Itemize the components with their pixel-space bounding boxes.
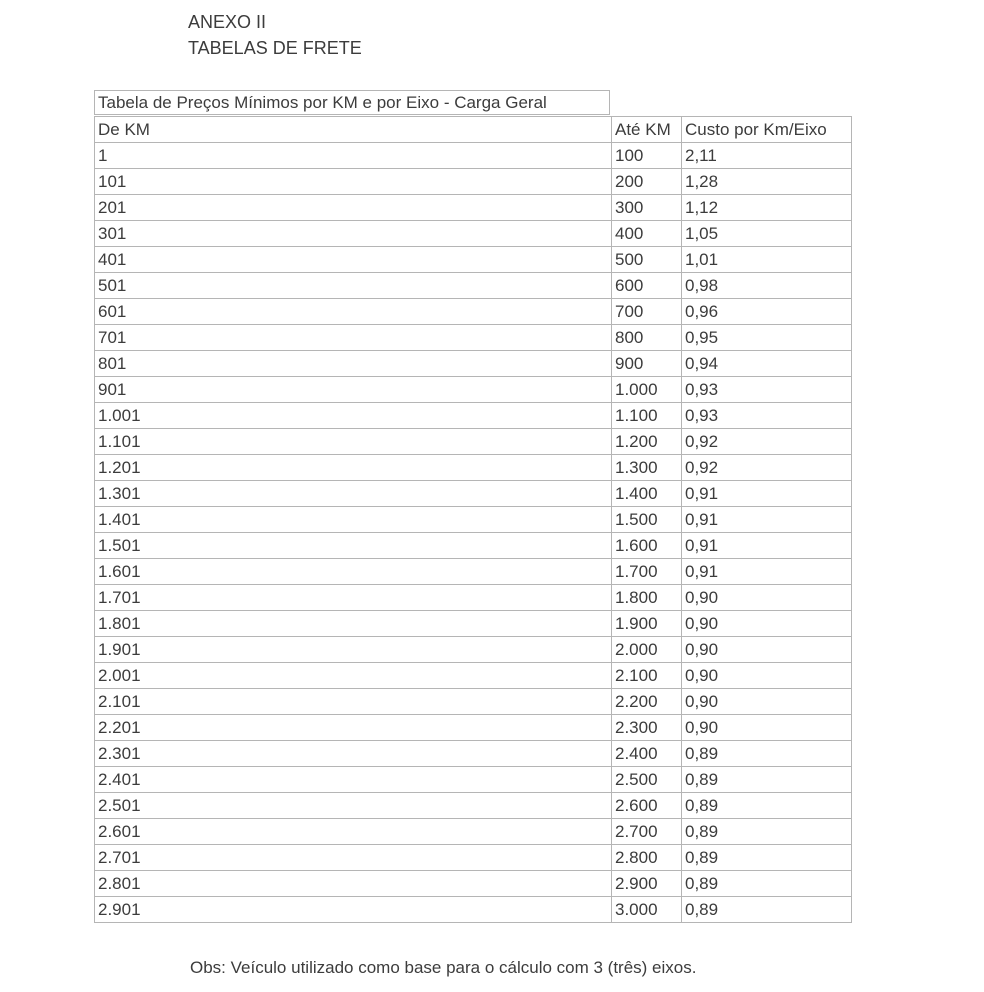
table-row xyxy=(95,819,852,845)
cell-from-km: 2.201 xyxy=(95,715,612,741)
cell-from-km: 501 xyxy=(95,273,612,299)
cell-to-km: 2.900 xyxy=(612,871,682,897)
table-row xyxy=(95,663,852,689)
table-row xyxy=(95,585,852,611)
cell-cost: 0,89 xyxy=(682,741,852,767)
cell-to-km: 1.200 xyxy=(612,429,682,455)
cell-to-km: 1.600 xyxy=(612,533,682,559)
cell-to-km: 1.400 xyxy=(612,481,682,507)
cell-from-km: 1.401 xyxy=(95,507,612,533)
cell-cost: 0,95 xyxy=(682,325,852,351)
table-row xyxy=(95,299,852,325)
cell-from-km: 401 xyxy=(95,247,612,273)
cell-cost: 0,90 xyxy=(682,689,852,715)
cell-cost: 0,93 xyxy=(682,403,852,429)
table-row xyxy=(95,429,852,455)
cell-cost: 0,89 xyxy=(682,871,852,897)
table-row xyxy=(95,793,852,819)
cell-cost: 0,89 xyxy=(682,793,852,819)
cell-from-km: 301 xyxy=(95,221,612,247)
cell-to-km: 2.100 xyxy=(612,663,682,689)
cell-cost: 0,90 xyxy=(682,611,852,637)
cell-cost: 2,11 xyxy=(682,143,852,169)
cell-cost: 0,93 xyxy=(682,377,852,403)
table-caption: Tabela de Preços Mínimos por KM e por Eixo - Carga Geral xyxy=(94,90,610,115)
cell-from-km: 2.301 xyxy=(95,741,612,767)
cell-to-km: 200 xyxy=(612,169,682,195)
header-to-km: Até KM xyxy=(612,117,682,143)
cell-to-km: 2.500 xyxy=(612,767,682,793)
cell-to-km: 2.200 xyxy=(612,689,682,715)
cell-cost: 1,05 xyxy=(682,221,852,247)
cell-cost: 0,90 xyxy=(682,663,852,689)
cell-to-km: 1.000 xyxy=(612,377,682,403)
table-row xyxy=(95,715,852,741)
cell-to-km: 700 xyxy=(612,299,682,325)
cell-from-km: 1.801 xyxy=(95,611,612,637)
cell-to-km: 800 xyxy=(612,325,682,351)
cell-cost: 1,28 xyxy=(682,169,852,195)
table-row xyxy=(95,247,852,273)
cell-from-km: 1.001 xyxy=(95,403,612,429)
table-row xyxy=(95,507,852,533)
table-row xyxy=(95,845,852,871)
table-row xyxy=(95,273,852,299)
table-row xyxy=(95,455,852,481)
table-body xyxy=(95,143,852,923)
cell-from-km: 1.201 xyxy=(95,455,612,481)
cell-cost: 0,98 xyxy=(682,273,852,299)
cell-from-km: 601 xyxy=(95,299,612,325)
cell-from-km: 101 xyxy=(95,169,612,195)
cell-cost: 0,89 xyxy=(682,767,852,793)
table-row xyxy=(95,689,852,715)
document-heading xyxy=(188,9,362,61)
cell-to-km: 3.000 xyxy=(612,897,682,923)
cell-to-km: 1.800 xyxy=(612,585,682,611)
cell-to-km: 400 xyxy=(612,221,682,247)
cell-cost: 0,96 xyxy=(682,299,852,325)
table-header-row xyxy=(95,117,852,143)
table-row xyxy=(95,897,852,923)
cell-to-km: 1.100 xyxy=(612,403,682,429)
table-row xyxy=(95,767,852,793)
cell-from-km: 1.601 xyxy=(95,559,612,585)
cell-cost: 0,90 xyxy=(682,585,852,611)
annex-title: ANEXO II xyxy=(188,12,267,32)
table-row xyxy=(95,325,852,351)
cell-from-km: 2.101 xyxy=(95,689,612,715)
cell-cost: 0,89 xyxy=(682,819,852,845)
cell-from-km: 801 xyxy=(95,351,612,377)
cell-to-km: 900 xyxy=(612,351,682,377)
cell-cost: 0,94 xyxy=(682,351,852,377)
cell-to-km: 2.000 xyxy=(612,637,682,663)
table-row xyxy=(95,481,852,507)
cell-from-km: 2.501 xyxy=(95,793,612,819)
header-from-km: De KM xyxy=(95,117,612,143)
table-row xyxy=(95,741,852,767)
cell-from-km: 1.101 xyxy=(95,429,612,455)
header-cost-per-km-axle: Custo por Km/Eixo xyxy=(682,117,852,143)
cell-to-km: 2.800 xyxy=(612,845,682,871)
cell-to-km: 1.700 xyxy=(612,559,682,585)
cell-cost: 1,12 xyxy=(682,195,852,221)
table-row xyxy=(95,377,852,403)
table-row xyxy=(95,169,852,195)
cell-from-km: 2.801 xyxy=(95,871,612,897)
table-row xyxy=(95,221,852,247)
table-row xyxy=(95,637,852,663)
freight-table xyxy=(94,116,852,923)
tables-title: TABELAS DE FRETE xyxy=(188,38,362,58)
cell-cost: 0,92 xyxy=(682,429,852,455)
cell-from-km: 201 xyxy=(95,195,612,221)
cell-to-km: 2.700 xyxy=(612,819,682,845)
cell-cost: 0,89 xyxy=(682,845,852,871)
table-row xyxy=(95,871,852,897)
cell-from-km: 2.701 xyxy=(95,845,612,871)
table-row xyxy=(95,403,852,429)
table-row xyxy=(95,351,852,377)
cell-cost: 0,89 xyxy=(682,897,852,923)
cell-to-km: 2.600 xyxy=(612,793,682,819)
cell-cost: 0,91 xyxy=(682,507,852,533)
table-row xyxy=(95,143,852,169)
cell-from-km: 1 xyxy=(95,143,612,169)
cell-to-km: 500 xyxy=(612,247,682,273)
table-row xyxy=(95,559,852,585)
cell-from-km: 701 xyxy=(95,325,612,351)
cell-from-km: 901 xyxy=(95,377,612,403)
cell-from-km: 2.401 xyxy=(95,767,612,793)
cell-to-km: 1.500 xyxy=(612,507,682,533)
table-row xyxy=(95,533,852,559)
cell-cost: 0,91 xyxy=(682,481,852,507)
cell-from-km: 1.301 xyxy=(95,481,612,507)
cell-from-km: 1.701 xyxy=(95,585,612,611)
cell-from-km: 1.501 xyxy=(95,533,612,559)
cell-cost: 1,01 xyxy=(682,247,852,273)
cell-from-km: 2.901 xyxy=(95,897,612,923)
cell-to-km: 2.300 xyxy=(612,715,682,741)
table-row xyxy=(95,195,852,221)
cell-cost: 0,90 xyxy=(682,715,852,741)
cell-cost: 0,91 xyxy=(682,559,852,585)
cell-cost: 0,90 xyxy=(682,637,852,663)
cell-to-km: 1.300 xyxy=(612,455,682,481)
cell-cost: 0,91 xyxy=(682,533,852,559)
cell-to-km: 100 xyxy=(612,143,682,169)
table-row xyxy=(95,611,852,637)
cell-from-km: 1.901 xyxy=(95,637,612,663)
cell-from-km: 2.001 xyxy=(95,663,612,689)
cell-to-km: 1.900 xyxy=(612,611,682,637)
cell-to-km: 2.400 xyxy=(612,741,682,767)
cell-from-km: 2.601 xyxy=(95,819,612,845)
cell-cost: 0,92 xyxy=(682,455,852,481)
cell-to-km: 300 xyxy=(612,195,682,221)
cell-to-km: 600 xyxy=(612,273,682,299)
footnote: Obs: Veículo utilizado como base para o cálculo com 3 (três) eixos. xyxy=(190,958,697,977)
